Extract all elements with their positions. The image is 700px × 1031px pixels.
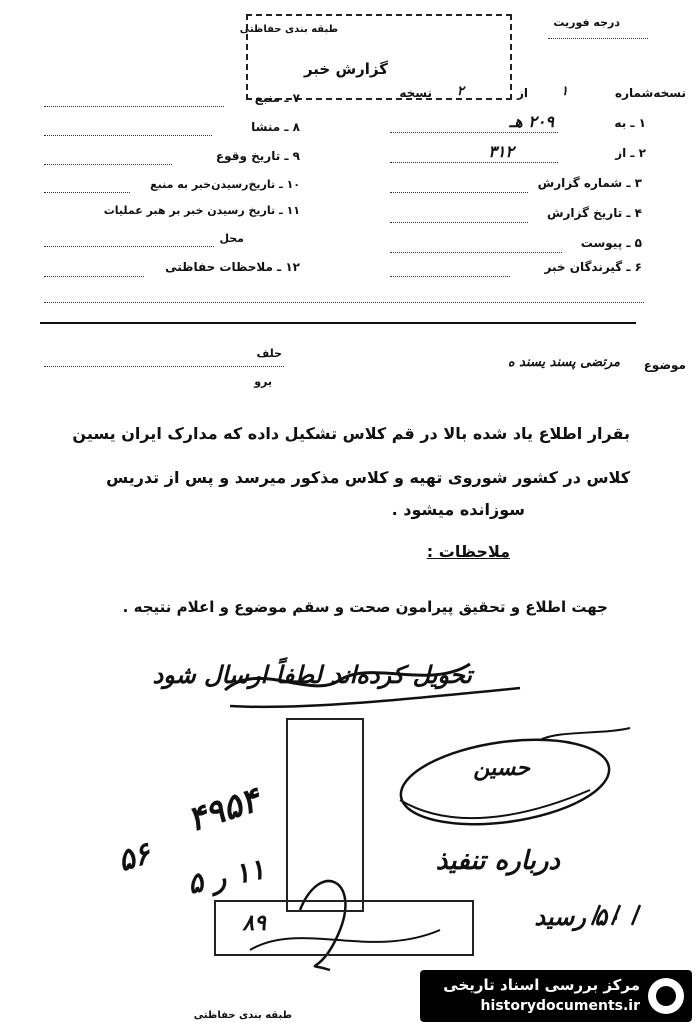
field-label: ۲ ـ از <box>615 146 646 160</box>
handwriting-stroke <box>400 790 590 818</box>
body-line: بقرار اطلاع یاد شده بالا در قم کلاس تشکیل داده که مدارک ایران یسین <box>72 424 630 443</box>
subject-label: موضوع <box>643 358 686 372</box>
field-value: ۲۰۹ هـ <box>509 112 554 131</box>
field-label: ۹ ـ تاریخ وقوع <box>215 149 300 163</box>
notes-text: جهت اطلاع و تحقیق پیرامون صحت و سقم موضوع و اعلام نتیجه . <box>122 598 608 616</box>
watermark <box>420 970 692 1022</box>
copy-number: ۱ <box>561 84 568 99</box>
subject-side-label-2: یرو <box>254 375 272 388</box>
handwriting-note-2: ۵۰ رسید <box>534 902 620 931</box>
registry-stamp <box>286 718 364 912</box>
copy-total: ۲ <box>457 84 464 99</box>
subject-side-label: حلف <box>256 347 282 360</box>
notes-label: ملاحظات : <box>426 542 510 561</box>
urgency-label: درجه فوریت <box>553 16 620 29</box>
form-title: گزارش خبر <box>303 60 388 78</box>
field-label: محل <box>219 232 244 245</box>
body-line: سوزانده میشود . <box>391 500 525 519</box>
bottom-stamp <box>214 900 474 956</box>
field-label: ۱۰ ـ تاریخ‌رسیدن‌خبر به منبع <box>150 178 300 191</box>
subject-value: مرتضی پسند یسند ه <box>507 355 620 370</box>
copy-of-label: از <box>516 86 528 100</box>
field-label: ۳ ـ شماره گزارش <box>537 176 642 190</box>
field-label: ۵ ـ پیوست <box>580 236 642 250</box>
field-label: ۸ ـ منشا <box>251 120 300 134</box>
field-label: ۱۲ ـ ملاحظات حفاظتی <box>165 260 300 274</box>
handwriting-signature: حسین <box>473 755 530 781</box>
handwriting-line-1: تحویل کرده‌اند لطفاً ارسال شود <box>152 660 472 689</box>
classification-bottom: طبقه بندی حفاظتی <box>193 1010 292 1021</box>
field-label: ۱ ـ به <box>614 116 646 130</box>
handwriting-note: درباره تنفیذ <box>435 846 560 876</box>
field-label: ۶ ـ گیرندگان خبر <box>544 260 642 274</box>
field-label: ۴ ـ تاریخ گزارش <box>546 206 642 220</box>
field-value: ۳۱۲ <box>488 142 514 161</box>
body-line: کلاس در کشور شوروی تهیه و کلاس مذکور میرسد و پس از تدریس <box>106 468 630 487</box>
handwriting-code: ۵۶ <box>113 835 155 880</box>
signature-loop <box>395 728 614 836</box>
handwriting-date: ۱۱ ر ۵ <box>184 852 268 901</box>
watermark-logo-inner-icon <box>656 986 676 1006</box>
copy-word: نسخه <box>399 86 432 100</box>
handwriting-stroke <box>540 728 630 740</box>
handwriting-stroke <box>230 688 520 707</box>
field-label: ۷ ـ منبع <box>254 91 300 105</box>
copy-label: نسخه‌شماره <box>615 86 686 100</box>
field-label: ۱۱ ـ تاریخ رسیدن خبر بر هبر عملیات <box>103 204 300 217</box>
handwriting-number: ۴۹۵۴ <box>182 779 265 841</box>
watermark-title: مرکز بررسی اسناد تاریخی <box>443 976 640 994</box>
watermark-url: historydocuments.ir <box>480 998 640 1014</box>
classification-top: طبقه بندی حفاظتی <box>239 24 338 35</box>
stamp-number: ۸۹ <box>242 910 266 936</box>
